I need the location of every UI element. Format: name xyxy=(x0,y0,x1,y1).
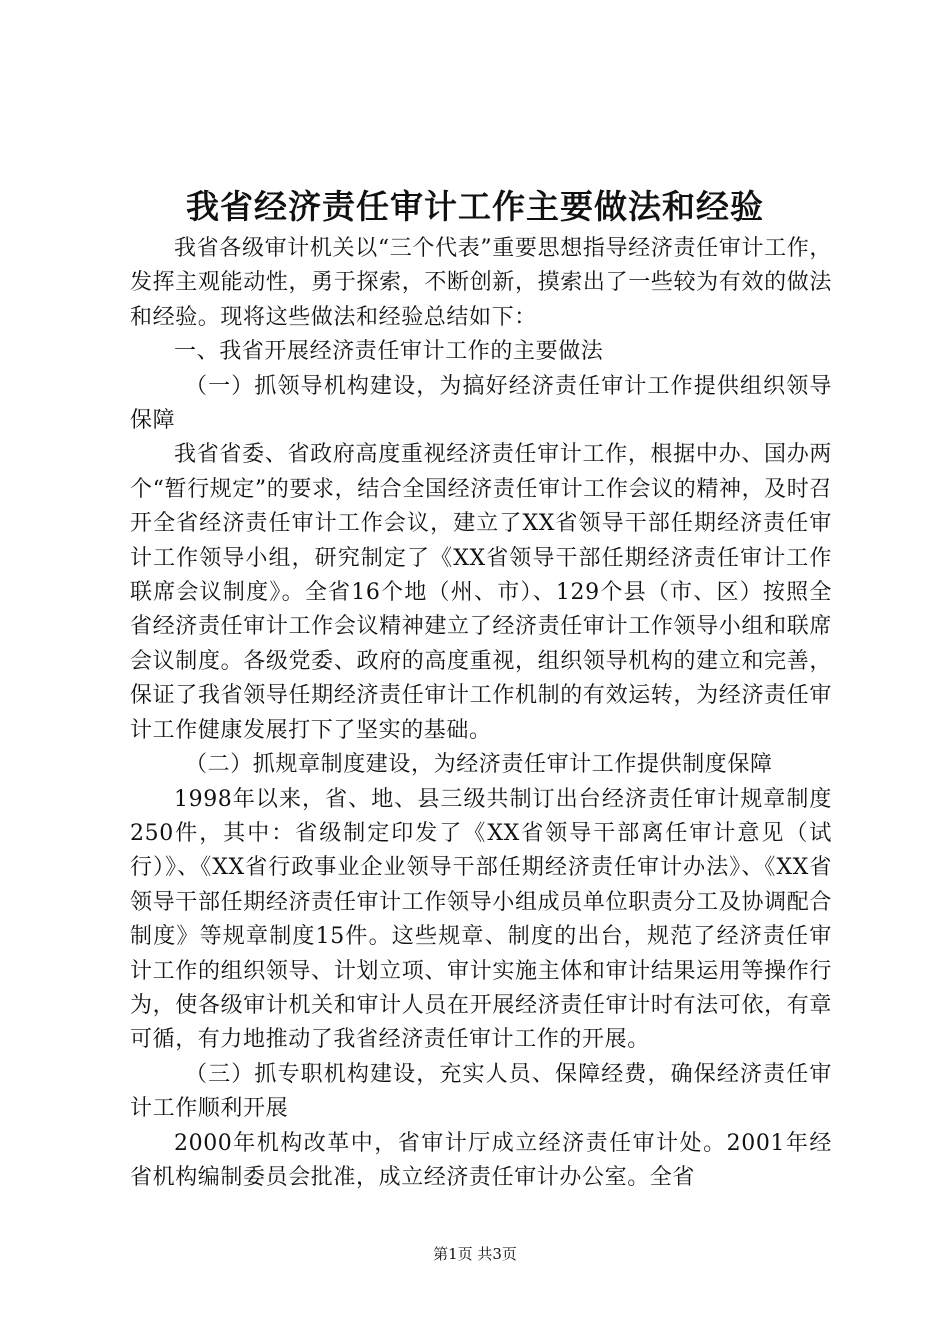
document-title: 我省经济责任审计工作主要做法和经验 xyxy=(186,187,764,226)
section-heading-1: 一、我省开展经济责任审计工作的主要做法 xyxy=(174,339,604,365)
body-paragraph-2: 1998年以来，省、地、县三级共制订出台经济责任审计规章制度250件，其中：省级制定印发了《XX省领导干部离任审计意见（试行）》、《XX省行政事业企业领导干部任期经济责任审计办法》、《XX省领导干部任期经济责任审计工作领导小组成员单位职责分工及协调配合制度》等规章制度15件。这些规章、制度的出台，规范了经济责任审计工作的组织领导、计划立项、审计实施主体和审计结果运用等操作行为，使各级审计机关和审计人员在开展经济责任审计时有法可依，有章可循，有力地推动了我省经济责任审计工作的开展。 xyxy=(130,786,832,1053)
subsection-heading-2: （二）抓规章制度建设，为经济责任审计工作提供制度保障 xyxy=(185,752,773,778)
subsection-heading-3: （三）抓专职机构建设，充实人员、保障经费，确保经济责任审计工作顺利开展 xyxy=(130,1061,832,1122)
intro-paragraph: 我省各级审计机关以“三个代表”重要思想指导经济责任审计工作，发挥主观能动性，勇于探索，不断创新，摸索出了一些较为有效的做法和经验。现将这些做法和经验总结如下： xyxy=(130,236,832,330)
body-paragraph-1: 我省省委、省政府高度重视经济责任审计工作，根据中办、国办两个“暂行规定”的要求，结合全国经济责任审计工作会议的精神，及时召开全省经济责任审计工作会议，建立了XX省领导干部任期经济责任审计工作领导小组，研究制定了《XX省领导干部任期经济责任审计工作联席会议制度》。全省16个地（州、市）、129个县（市、区）按照全省经济责任审计工作会议精神建立了经济责任审计工作领导小组和联席会议制度。各级党委、政府的高度重视，组织领导机构的建立和完善，保证了我省领导任期经济责任审计工作机制的有效运转，为经济责任审计工作健康发展打下了坚实的基础。 xyxy=(130,442,832,743)
body-paragraph-3: 2000年机构改革中，省审计厅成立经济责任审计处。2001年经省机构编制委员会批准，成立经济责任审计办公室。全省 xyxy=(130,1130,832,1190)
subsection-heading-1: （一）抓领导机构建设，为搞好经济责任审计工作提供组织领导保障 xyxy=(130,373,832,434)
page-number-footer: 第1页 共3页 xyxy=(433,1245,517,1263)
document-body xyxy=(130,232,832,1195)
